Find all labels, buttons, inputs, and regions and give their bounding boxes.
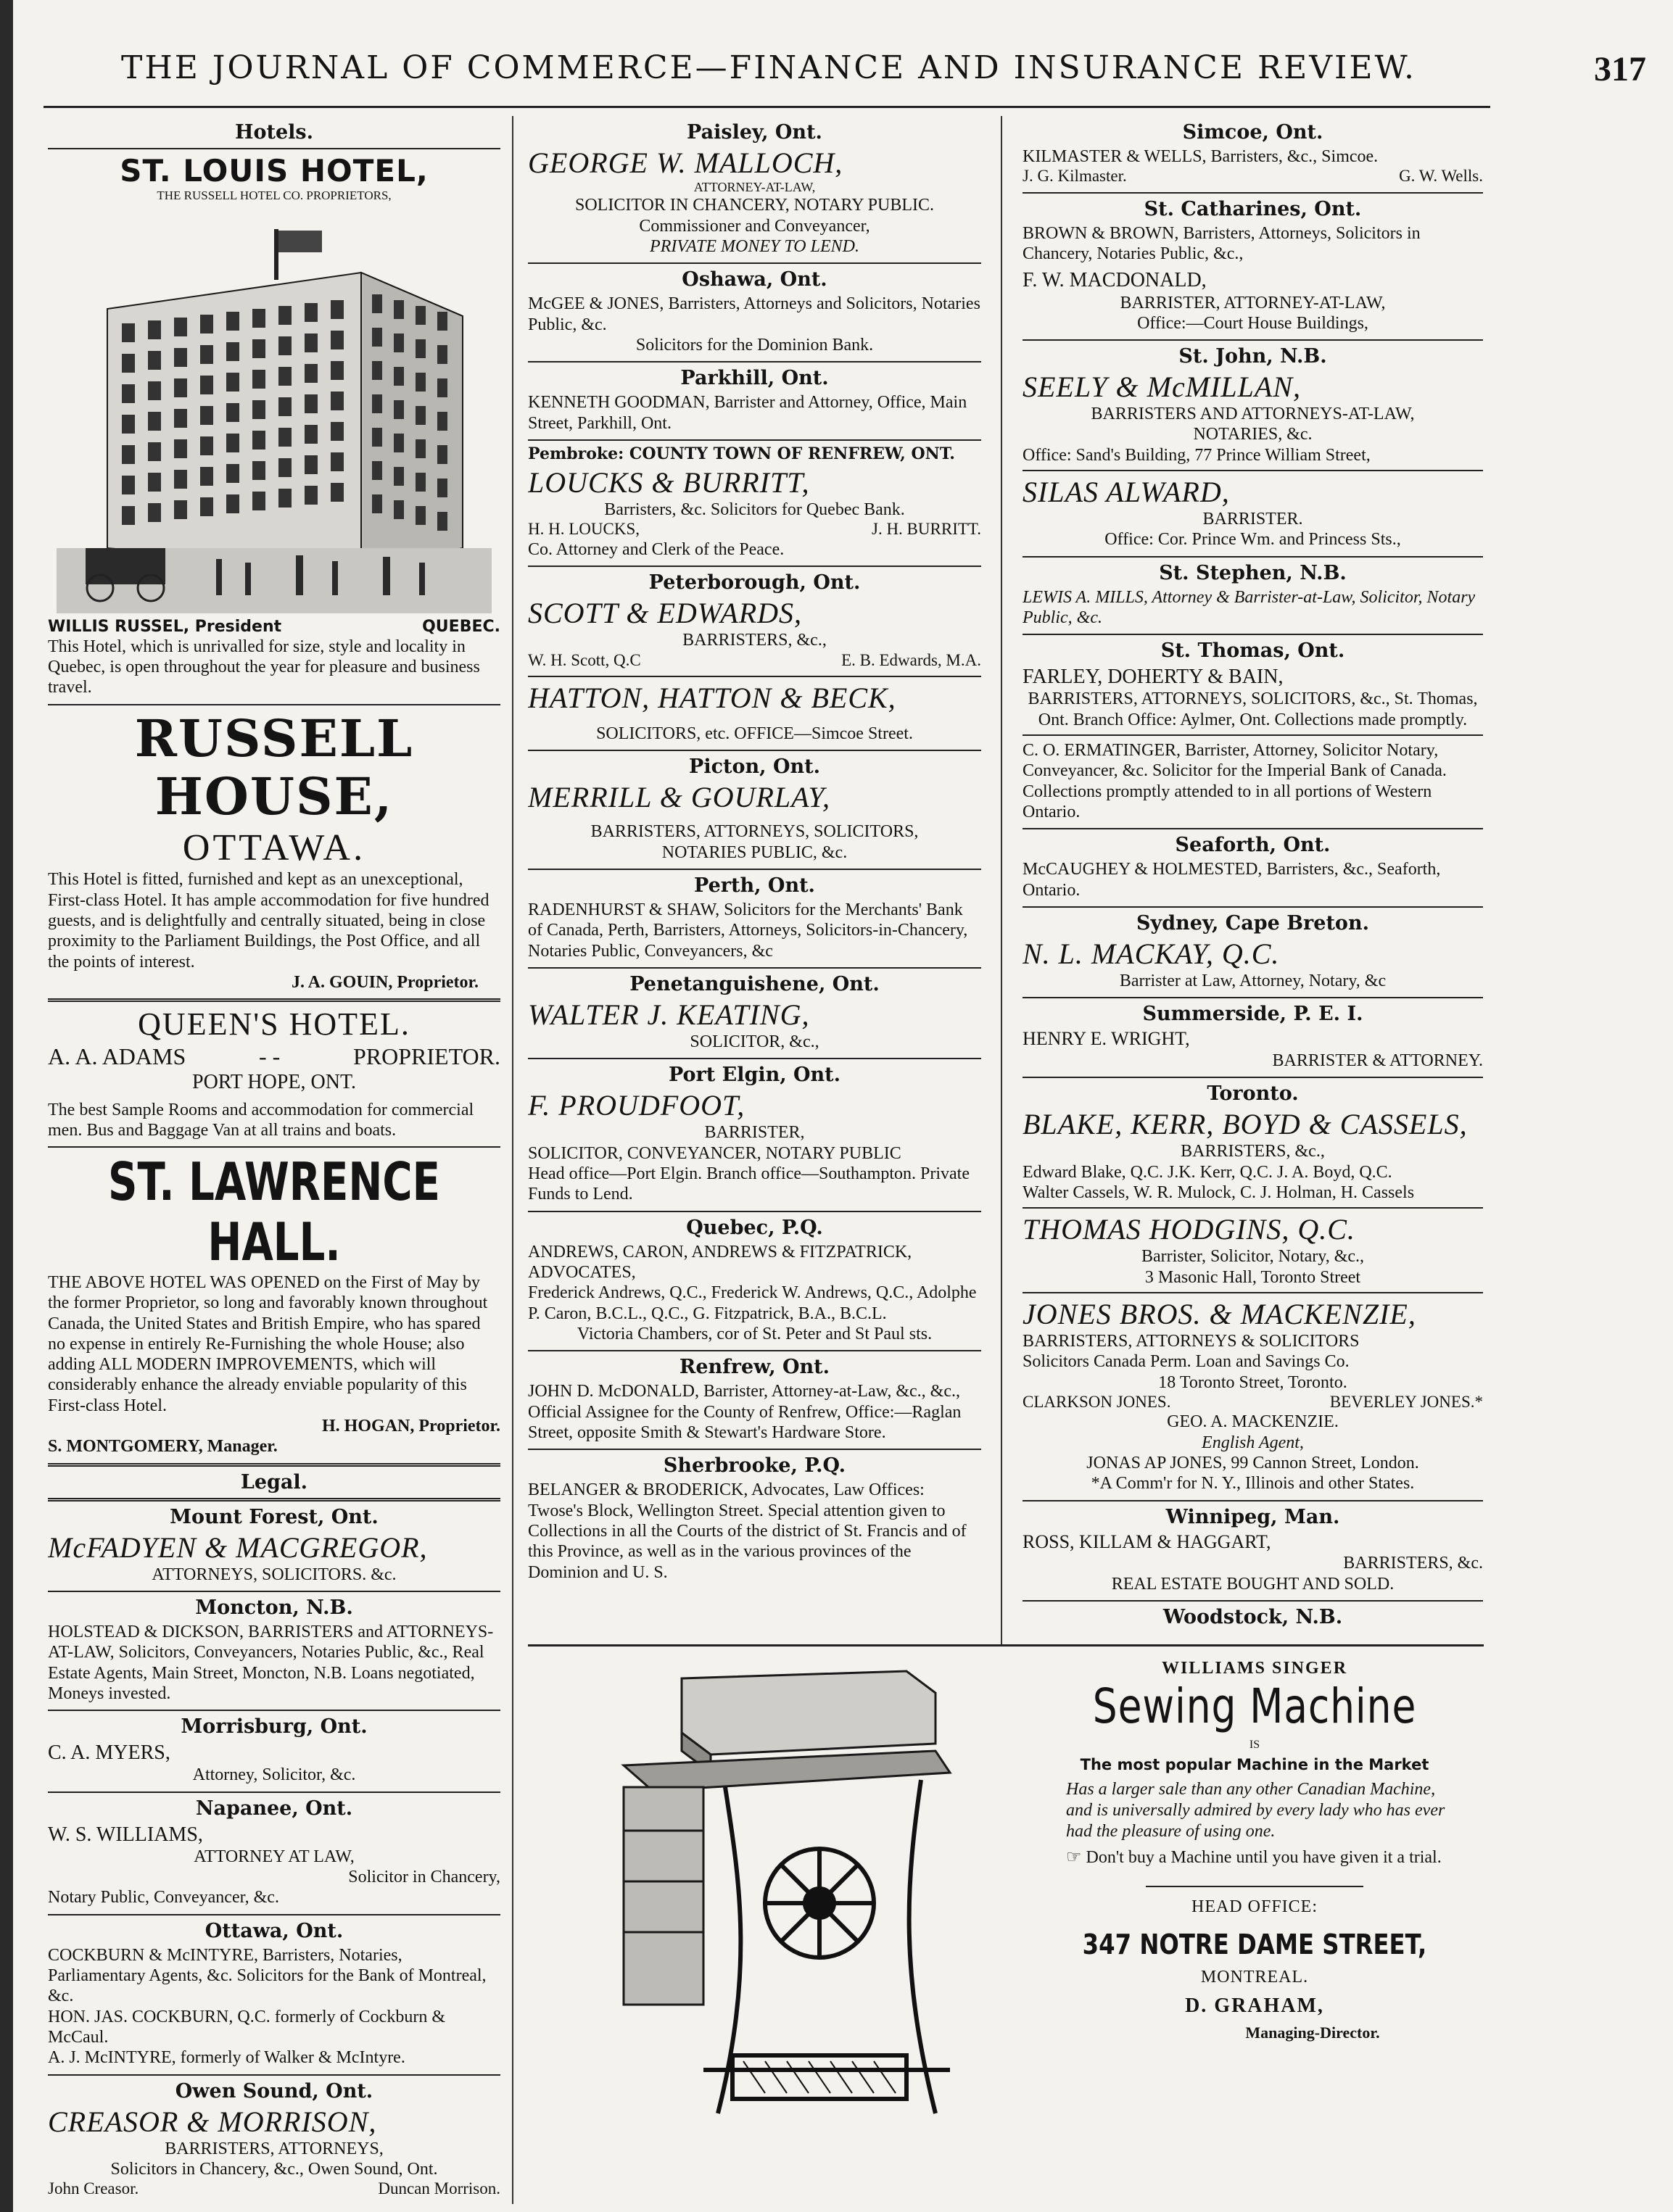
firm-line: GEO. A. MACKENZIE. (1167, 1412, 1339, 1432)
column-rule-2 (1001, 116, 1002, 1646)
firm-name: F. W. MACDONALD, (1023, 269, 1207, 292)
hotel-window (122, 354, 135, 373)
listing-owen-sound (48, 2080, 500, 2199)
hotel-window (372, 461, 382, 480)
firm-line: BARRISTER, (704, 1123, 805, 1143)
firm-text: McCAUGHEY & HOLMESTED, Barristers, &c., Seaforth, Ontario. (1023, 860, 1441, 900)
hotel-window (437, 378, 447, 397)
queens-role: PROPRIETOR. (352, 1043, 500, 1069)
firm-line: 3 Masonic Hall, Toronto Street (1144, 1267, 1361, 1287)
listing-penetanguishene (528, 973, 981, 1052)
russell-description: This Hotel is fitted, furnished and kept as an unexceptional, First-class Hotel. It has ample accommodation for five hundred guests, and is delightfully and centrally situated, being in close proximity to the Parliament Buildings, the Post Office, and all the points of interest. (48, 870, 489, 972)
hotel-window (200, 315, 213, 334)
hotel-window (416, 473, 426, 492)
queens-description: The best Sample Rooms and accommodation for commercial men. Bus and Baggage Van at all trains and boats. (48, 1100, 474, 1140)
firm-name: MERRILL & GOURLAY, (528, 781, 830, 814)
pointing-hand-icon: ☞ (1066, 1848, 1086, 1868)
listing-mount-forest (48, 1506, 500, 1585)
hotel-window (372, 428, 382, 447)
st-louis-president: WILLIS RUSSEL, President (48, 618, 282, 637)
hotel-window (437, 345, 447, 364)
partner-name: W. H. Scott, Q.C (528, 650, 641, 669)
hotel-window (174, 409, 187, 428)
hotel-window (148, 442, 161, 461)
hotel-window (174, 500, 187, 519)
firm-line: SOLICITOR IN CHANCERY, NOTARY PUBLIC. (574, 196, 935, 215)
hotel-window (394, 434, 404, 452)
hotel-window (252, 370, 265, 389)
firm-line: Barrister, Solicitor, Notary, &c., (1141, 1247, 1365, 1267)
firm-text: BELANGER & BRODERICK, Advocates, Law Offices: Twose's Block, Wellington Street. Special attention given to Collections in all the Courts of the district of St. Francis and of this Province, as well as in the various provinces of the Dominion and U. S. (528, 1480, 967, 1582)
ad-russell-house (48, 710, 500, 993)
hotel-window (331, 422, 344, 441)
hotel-window (148, 381, 161, 400)
ad-st-louis-hotel (48, 154, 500, 698)
place-heading: Perth, Ont. (694, 874, 815, 898)
hotel-window (305, 364, 318, 383)
st-lawrence-proprietor: H. HOGAN, Proprietor. (322, 1417, 500, 1436)
firm-text: RADENHURST & SHAW, Solicitors for the Merchants' Bank of Canada, Perth, Barristers, Attorneys, Solicitors-in-Chancery, Notaries Public, Conveyancers, &c (528, 900, 968, 961)
partner-name: John Creasor. (48, 2179, 139, 2198)
listing-picton (528, 755, 981, 863)
firm-name: SCOTT & EDWARDS, (528, 597, 803, 630)
listing-summerside (1023, 1003, 1483, 1071)
firm-line: BARRISTERS, ATTORNEYS, SOLICITORS, (590, 822, 919, 842)
hotel-window (226, 434, 239, 452)
firm-text: KENNETH GOODMAN, Barrister and Attorney, Office, Main Street, Parkhill, Ont. (528, 393, 967, 433)
firm-line: Victoria Chambers, cor of St. Peter and St Paul sts. (577, 1324, 933, 1343)
firm-line: Office:—Court House Buildings, (1137, 313, 1368, 333)
hotel-window (226, 403, 239, 422)
header-rule (44, 106, 1490, 108)
ad-line-popular: The most popular Machine in the Market (1080, 1756, 1429, 1773)
hotel-window (122, 476, 135, 494)
hotel-window (278, 428, 292, 447)
firm-line: BARRISTERS, &c., (682, 631, 827, 650)
partner-name: G. W. Wells. (1399, 167, 1483, 186)
firm-line: BARRISTER, ATTORNEY-AT-LAW, (1120, 293, 1386, 312)
firm-line: Frederick Andrews, Q.C., Frederick W. Andrews, Q.C., Adolphe P. Caron, B.C.L., Q.C., G. Fitzpatrick, B.A., B.C.L. (528, 1283, 977, 1323)
russell-city: OTTAWA. (182, 827, 366, 869)
hotel-window (305, 303, 318, 322)
hotel-window (331, 392, 344, 410)
page-header (44, 45, 1661, 96)
place-heading: Parkhill, Ont. (680, 367, 829, 390)
partner-name: H. H. LOUCKS, (528, 520, 640, 539)
hotel-window (305, 486, 318, 505)
ad-line-brand: WILLIAMS SINGER (1161, 1659, 1348, 1678)
st-louis-title: ST. LOUIS HOTEL, (120, 153, 429, 189)
place-heading: Pembroke: COUNTY TOWN OF RENFREW, ONT. (528, 444, 955, 463)
place-heading: Sherbrooke, P.Q. (663, 1454, 846, 1478)
firm-line: SOLICITOR, &c., (690, 1032, 819, 1052)
hotel-window (331, 331, 344, 349)
place-heading: Peterborough, Ont. (648, 571, 861, 595)
place-heading: Quebec, P.Q. (686, 1216, 823, 1239)
hotel-window (200, 406, 213, 425)
firm-name: LOUCKS & BURRITT, (528, 466, 810, 500)
page-number: 317 (1594, 50, 1646, 88)
hotel-window (226, 312, 239, 331)
listing-napanee (48, 1797, 500, 1908)
partner-name: E. B. Edwards, M.A. (841, 650, 981, 669)
hotel-window (174, 348, 187, 367)
section-heading-legal: Legal. (240, 1470, 308, 1494)
firm-line: Office: Cor. Prince Wm. and Princess Sts., (1104, 530, 1401, 550)
hotel-window (372, 294, 382, 313)
ad-top-rule (528, 1644, 1484, 1646)
place-heading: Oshawa, Ont. (682, 268, 827, 291)
firm-line: PRIVATE MONEY TO LEND. (650, 236, 859, 256)
hotel-window (278, 397, 292, 416)
st-lawrence-description: THE ABOVE HOTEL WAS OPENED on the First of May by the former Proprietor, so long and favorably known throughout Canada, the United States and British Empire, who has spared no expense in entirely Re-Furnishing the whole House; also adding ALL MODERN IMPROVEMENTS, which will considerably enhance the already enviable popularity of this First-class Hotel. (48, 1272, 488, 1415)
firm-line: Edward Blake, Q.C. J.K. Kerr, Q.C. J. A. Boyd, Q.C. (1023, 1162, 1392, 1182)
ad-line-product: Sewing Machine (1092, 1678, 1417, 1734)
firm-line: ATTORNEY-AT-LAW, (693, 180, 816, 195)
hotel-window (122, 323, 135, 342)
firm-name: GEORGE W. MALLOCH, (528, 146, 843, 180)
binding-edge (0, 0, 13, 2212)
place-heading: St. John, N.B. (1178, 345, 1327, 368)
hotel-window (226, 342, 239, 361)
ad-line-trial-text: Don't buy a Machine until you have given it a trial. (1086, 1848, 1442, 1868)
hotel-window (305, 334, 318, 352)
listing-st-thomas (1023, 639, 1483, 822)
place-heading: Summerside, P. E. I. (1142, 1003, 1363, 1026)
listing-toronto (1023, 1082, 1483, 1494)
hotel-window (278, 306, 292, 325)
hotel-window (252, 400, 265, 419)
firm-line: BARRISTER & ATTORNEY. (1272, 1051, 1483, 1071)
hotel-window (200, 436, 213, 455)
hotel-window (437, 412, 447, 431)
hotel-window (200, 376, 213, 394)
firm-text: BROWN & BROWN, Barristers, Attorneys, Solicitors in Chancery, Notaries Public, &c., (1023, 223, 1421, 264)
sewing-machine-engraving-image (595, 1664, 972, 2164)
partner-name: Duncan Morrison. (378, 2179, 500, 2198)
firm-line: C. O. ERMATINGER, Barrister, Attorney, Solicitor Notary, Conveyancer, &c. Solicitor for the Imperial Bank of Canada. Collections promptly attended to in all portions of Western Ontario. (1023, 741, 1447, 822)
firm-line: BARRISTERS, &c. (1343, 1554, 1483, 1573)
place-heading: Woodstock, N.B. (1162, 1606, 1343, 1628)
hotel-window (416, 339, 426, 358)
st-lawrence-title: ST. LAWRENCE HALL. (108, 1151, 440, 1273)
hotel-window (278, 489, 292, 508)
place-heading: Owen Sound, Ont. (175, 2079, 373, 2103)
hotel-window (148, 473, 161, 492)
firm-text: JOHN D. McDONALD, Barrister, Attorney-at-Law, &c., &c., Official Assignee for the County of Renfrew, Office:—Raglan Street, opposite Smith & Stewart's Hardware Store. (528, 1382, 962, 1442)
hotel-window (122, 506, 135, 525)
firm-line: Attorney, Solicitor, &c. (192, 1765, 356, 1785)
hotel-window (416, 373, 426, 392)
hotel-window (394, 334, 404, 352)
firm-line: ATTORNEY AT LAW, (194, 1847, 355, 1866)
listing-morrisburg (48, 1715, 500, 1785)
firm-name: McFADYEN & MACGREGOR, (48, 1530, 428, 1564)
queens-dash: - - (258, 1043, 281, 1069)
hotel-window (200, 497, 213, 516)
place-heading: St. Stephen, N.B. (1159, 561, 1347, 584)
ad-line-address: 347 NOTRE DAME STREET, (1082, 1929, 1427, 1961)
listing-woodstock (1023, 1606, 1483, 1628)
hotel-window (148, 412, 161, 431)
st-lawrence-manager: S. MONTGOMERY, Manager. (48, 1437, 278, 1457)
listing-sydney (1023, 912, 1483, 991)
partner-name: J. H. BURRITT. (872, 520, 981, 539)
hotel-window (331, 361, 344, 380)
place-heading: Seaforth, Ont. (1175, 834, 1331, 857)
hotel-window (174, 318, 187, 336)
firm-text: HOLSTEAD & DICKSON, BARRISTERS and ATTORNEYS-AT-LAW, Solicitors, Conveyancers, Notaries Public, &c., Real Estate Agents, Main Street, Moncton, N.B. Loans negotiated, Moneys invested. (48, 1623, 494, 1704)
place-heading: Port Elgin, Ont. (668, 1064, 841, 1087)
hotel-window (174, 378, 187, 397)
firm-line: Commissioner and Conveyancer, (639, 216, 870, 236)
ad-line-city: MONTREAL. (1200, 1968, 1309, 1987)
hotel-window (437, 512, 447, 531)
firm-name: ROSS, KILLAM & HAGGART, (1023, 1530, 1271, 1552)
ad-line-manager-title: Managing-Director. (1245, 2023, 1380, 2042)
queens-title: QUEEN'S HOTEL. (138, 1006, 410, 1043)
hotel-window (416, 506, 426, 525)
hotel-window (148, 503, 161, 522)
listing-oshawa (528, 268, 981, 355)
ad-line-trial (1030, 1842, 1479, 1868)
column-hotels-legal (48, 120, 500, 2200)
hotel-window (122, 415, 135, 434)
firm-line: 18 Toronto Street, Toronto. (1158, 1372, 1347, 1392)
place-heading: Simcoe, Ont. (1182, 121, 1323, 144)
hotel-window (394, 367, 404, 386)
listing-peterborough (528, 571, 981, 670)
hotel-window (331, 452, 344, 471)
hotel-window (278, 458, 292, 477)
hotel-window (394, 500, 404, 519)
journal-title: THE JOURNAL OF COMMERCE—FINANCE AND INSURANCE REVIEW. (120, 49, 1416, 86)
hotel-window (278, 336, 292, 355)
hotel-window (148, 351, 161, 370)
place-heading: Paisley, Ont. (687, 121, 822, 144)
section-heading-hotels: Hotels. (234, 121, 314, 144)
firm-line: REAL ESTATE BOUGHT AND SOLD. (1111, 1574, 1395, 1594)
hotel-window (416, 406, 426, 425)
firm-name: HENRY E. WRIGHT, (1023, 1028, 1190, 1050)
st-louis-city: QUEBEC. (422, 618, 500, 637)
firm-text: LEWIS A. MILLS, Attorney & Barrister-at-Law, Solicitor, Notary Public, &c. (1023, 587, 1476, 628)
listing-seaforth (1023, 834, 1483, 900)
hotel-window (174, 470, 187, 489)
firm-line: Walter Cassels, W. R. Mulock, C. J. Holman, H. Cassels (1023, 1183, 1415, 1203)
ad-queens-hotel (48, 1006, 500, 1140)
queens-owner: A. A. ADAMS (48, 1043, 186, 1069)
hotel-window (305, 455, 318, 474)
hotel-window (305, 425, 318, 444)
hotel-window (305, 394, 318, 413)
firm-name: THOMAS HODGINS, Q.C. (1023, 1213, 1355, 1246)
firm-line: Solicitor in Chancery, (348, 1868, 500, 1887)
partner-name: CLARKSON JONES. (1023, 1392, 1171, 1411)
place-heading: Sydney, Cape Breton. (1136, 912, 1369, 935)
listing-perth (528, 874, 981, 961)
partner-name: J. G. Kilmaster. (1023, 167, 1127, 186)
hotel-window (122, 384, 135, 403)
place-heading: Picton, Ont. (689, 755, 820, 779)
firm-line: Barristers, &c. Solicitors for Quebec Bank. (604, 500, 905, 520)
firm-line: English Agent, (1202, 1433, 1304, 1452)
firm-name: WALTER J. KEATING, (528, 998, 810, 1032)
hotel-window (252, 431, 265, 450)
hotel-window (331, 300, 344, 319)
firm-name: JONES BROS. & MACKENZIE, (1023, 1298, 1416, 1331)
williams-singer-ad (1030, 1659, 1479, 2042)
listing-pembroke (528, 445, 981, 560)
firm-name: BLAKE, KERR, BOYD & CASSELS, (1023, 1108, 1468, 1141)
hotel-window (331, 483, 344, 502)
listing-simcoe (1023, 121, 1483, 186)
russell-title: RUSSELL HOUSE, (134, 708, 414, 827)
hotel-window (200, 467, 213, 486)
firm-line: *A Comm'r for N. Y., Illinois and other States. (1091, 1474, 1415, 1494)
place-heading: Toronto. (1207, 1082, 1299, 1106)
hotel-window (252, 339, 265, 358)
place-heading: Renfrew, Ont. (679, 1356, 830, 1379)
firm-line: Notary Public, Conveyancer, &c. (48, 1888, 279, 1907)
hotel-window (437, 479, 447, 497)
place-heading: Mount Forest, Ont. (170, 1505, 379, 1528)
firm-line: Solicitors in Chancery, &c., Owen Sound, Ont. (110, 2160, 438, 2179)
partner-name: BEVERLEY JONES.* (1329, 1392, 1483, 1411)
firm-line: BARRISTERS, ATTORNEYS, (165, 2139, 384, 2158)
firm-line: Solicitors for the Dominion Bank. (635, 335, 874, 355)
firm-line: JONAS AP JONES, 99 Cannon Street, London. (1086, 1454, 1419, 1473)
hotel-window (372, 361, 382, 380)
ad-st-lawrence-hall (48, 1152, 500, 1457)
hotel-window (252, 461, 265, 480)
firm-line: A. J. McINTYRE, formerly of Walker & McIntyre. (48, 2048, 405, 2068)
hotel-window (394, 467, 404, 486)
hotel-window (148, 320, 161, 339)
hotel-window (226, 464, 239, 483)
hotel-window (416, 306, 426, 325)
firm-name: SILAS ALWARD, (1023, 476, 1230, 509)
firm-text: KILMASTER & WELLS, Barristers, &c., Simcoe. (1023, 147, 1379, 167)
listing-st-stephen (1023, 562, 1483, 629)
place-heading: Penetanguishene, Ont. (629, 973, 880, 995)
listing-st-john (1023, 345, 1483, 550)
hotel-window (437, 312, 447, 331)
russell-proprietor: J. A. GOUIN, Proprietor. (292, 972, 479, 992)
listing-port-elgin (528, 1064, 981, 1204)
hotel-window (372, 494, 382, 513)
ad-line-is: IS (1249, 1739, 1260, 1751)
firm-line: NOTARIES, &c. (1193, 425, 1313, 444)
column-legal-3 (1023, 120, 1483, 1628)
firm-line: BARRISTERS, ATTORNEYS, SOLICITORS, &c., St. Thomas, Ont. Branch Office: Aylmer, Ont. Collections made promptly. (1028, 689, 1478, 729)
ad-line-manager: D. GRAHAM, (1185, 1994, 1324, 2018)
place-heading: Winnipeg, Man. (1165, 1505, 1340, 1528)
hotel-window (394, 400, 404, 419)
hotel-window (174, 439, 187, 458)
st-louis-description: This Hotel, which is unrivalled for size, style and locality in Quebec, is open throughout the year for pleasure and business travel. (48, 637, 480, 697)
column-legal-2 (528, 120, 981, 1693)
listing-quebec (528, 1217, 981, 1345)
hotel-window (252, 309, 265, 328)
hotel-window (372, 394, 382, 413)
firm-name: SEELY & McMILLAN, (1023, 370, 1301, 404)
place-heading: St. Thomas, Ont. (1160, 639, 1345, 663)
hotel-engraving-image (57, 207, 492, 613)
place-heading: Napanee, Ont. (195, 1797, 353, 1820)
listing-ottawa (48, 1920, 500, 2068)
ad-line-sales: Has a larger sale than any other Canadian Machine, and is universally admired by every lady who has ever had the pleasure of using one. (1066, 1780, 1445, 1841)
firm-line: Co. Attorney and Clerk of the Peace. (528, 539, 785, 559)
column-rule-1 (512, 116, 513, 2204)
place-heading: Morrisburg, Ont. (181, 1715, 368, 1739)
hotel-window (252, 492, 265, 510)
firm-line: HON. JAS. COCKBURN, Q.C. formerly of Cockburn & McCaul. (48, 2007, 445, 2047)
place-heading: Ottawa, Ont. (205, 1919, 344, 1942)
firm-name: C. A. MYERS, (48, 1741, 170, 1765)
firm-line: SOLICITOR, CONVEYANCER, NOTARY PUBLIC (528, 1143, 901, 1163)
firm-line: SOLICITORS, etc. OFFICE—Simcoe Street. (596, 724, 913, 744)
hotel-window (416, 439, 426, 458)
firm-name: FARLEY, DOHERTY & BAIN, (1023, 666, 1284, 689)
firm-line: BARRISTERS AND ATTORNEYS-AT-LAW, (1091, 405, 1415, 424)
firm-text: ANDREWS, CARON, ANDREWS & FITZPATRICK, ADVOCATES, (528, 1242, 912, 1283)
firm-line: Solicitors Canada Perm. Loan and Savings Co. (1023, 1352, 1350, 1372)
listing-renfrew (528, 1356, 981, 1443)
listing-moncton (48, 1596, 500, 1704)
firm-name: N. L. MACKAY, Q.C. (1023, 937, 1280, 971)
firm-line: BARRISTER. (1202, 510, 1303, 529)
firm-line: ATTORNEYS, SOLICITORS. &c. (152, 1565, 397, 1584)
listing-parkhill (528, 367, 981, 434)
firm-line: BARRISTERS, &c., (1181, 1142, 1325, 1161)
listing-winnipeg (1023, 1506, 1483, 1594)
firm-text: McGEE & JONES, Barristers, Attorneys and Solicitors, Notaries Public, &c. (528, 294, 980, 334)
hotel-window (394, 300, 404, 319)
firm-line: NOTARIES PUBLIC, &c. (661, 842, 848, 862)
listing-hatton (528, 682, 981, 744)
firm-line: BARRISTERS, ATTORNEYS & SOLICITORS (1023, 1332, 1360, 1351)
queens-place: PORT HOPE, ONT. (192, 1070, 356, 1093)
hotel-window (226, 373, 239, 392)
hotel-window (437, 445, 447, 464)
listing-sherbrooke (528, 1454, 981, 1583)
firm-line: Barrister at Law, Attorney, Notary, &c (1119, 972, 1387, 991)
firm-text: COCKBURN & McINTYRE, Barristers, Notaries, Parliamentary Agents, &c. Solicitors for the Bank of Montreal, &c. (48, 1945, 487, 2006)
firm-name: F. PROUDFOOT, (528, 1089, 745, 1122)
hotel-window (122, 445, 135, 464)
hotel-window (200, 345, 213, 364)
firm-name: HATTON, HATTON & BECK, (528, 682, 896, 715)
hotel-window (226, 494, 239, 513)
firm-name: CREASOR & MORRISON, (48, 2105, 377, 2138)
st-louis-subtitle: THE RUSSELL HOTEL CO. PROPRIETORS, (157, 189, 392, 203)
listing-st-catharines (1023, 198, 1483, 334)
place-heading: Moncton, N.B. (195, 1596, 353, 1620)
firm-line: Head office—Port Elgin. Branch office—Southampton. Private Funds to Lend. (528, 1164, 970, 1204)
firm-name: W. S. WILLIAMS, (48, 1823, 203, 1846)
listing-paisley (528, 121, 981, 257)
hotel-window (372, 328, 382, 347)
ad-line-head-office: HEAD OFFICE: (1191, 1897, 1318, 1917)
hotel-window (278, 367, 292, 386)
place-heading: St. Catharines, Ont. (1144, 197, 1362, 220)
firm-line: Office: Sand's Building, 77 Prince William Street, (1023, 445, 1371, 465)
